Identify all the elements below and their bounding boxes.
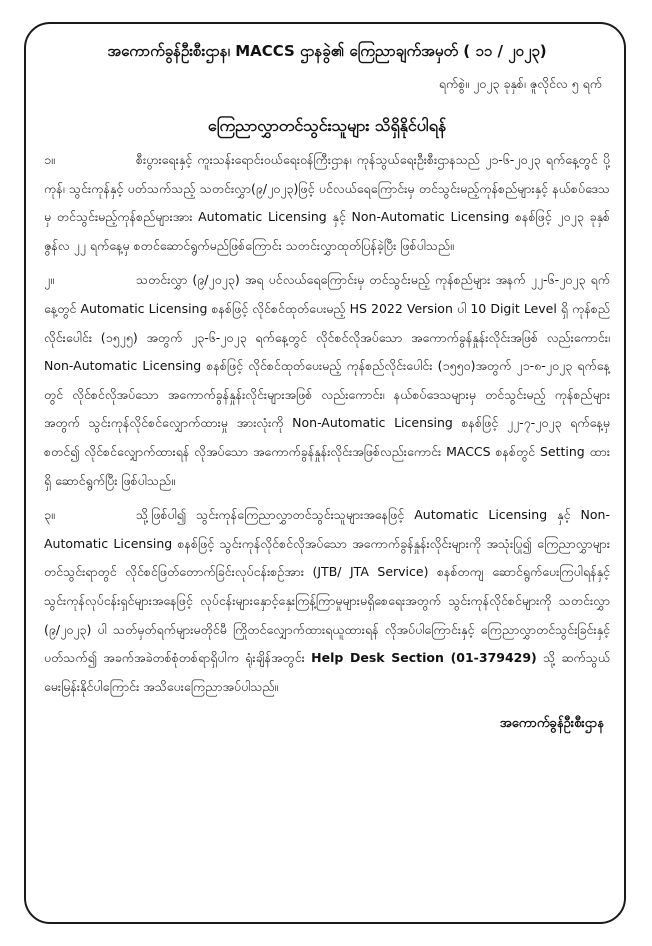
paragraph-text: စီးပွားရေးနှင့် ကူးသန်းရောင်းဝယ်ရေးဝန်ကြီးဌာန၊ ကုန်သွယ်ရေးဦးစီးဌာနသည် ၂၁-၆-၂၀၂၃ ရက်နေ့တွင် ပို့ကုန်၊ သွင်းကုန်နှင့် ပတ်သက်သည့် သတင်းလွှာ(၉/၂၀၂၃)ဖြင့် ပင်လယ်ရေကြောင်းမှ တင်သွင်းမည့်ကုန်စည်များနှင့် နယ်စပ်ဒေသမှ တင်သွင်းမည့်ကုန်စည်များအား Automatic Licensing နှင့် Non-Automatic Licensing စနစ်ဖြင့် ၂၀၂၃ ခုနှစ် ဇွန်လ ၂၂ ရက်နေ့မှ စတင်ဆောင်ရွက်မည်ဖြစ်ကြောင်း သတင်းလွှာထုတ်ပြန်ခဲ့ပြီး ဖြစ်ပါသည်။ bbox=[44, 152, 610, 253]
paragraph-number: ၁။ bbox=[44, 152, 55, 167]
paragraph-1 bbox=[44, 146, 610, 260]
paragraph-number: ၃။ bbox=[44, 507, 55, 523]
paragraph-text: သို့ဖြစ်ပါ၍ သွင်းကုန်ကြေညာလွှာတင်သွင်းသူများအနေဖြင့် Automatic Licensing နှင့် Non-Automatic Licensing စနစ်ဖြင့် သွင်းကုန်လိုင်စင်လိုအပ်သော အကောက်ခွန်နှုန်းလိုင်းများကို အသုံးပြု၍ ကြေညာလွှာများတင်သွင်းရာတွင် လိုင်စင်ဖြတ်တောက်ခြင်းလုပ်ငန်းစဉ်အား (JTB/ JTA Service) စနစ်တကျ ဆောင်ရွက်ပေးကြပါရန်နှင့် သွင်းကုန်လုပ်ငန်းရှင်များအနေဖြင့် လုပ်ငန်းများနှောင့်နှေးကြန့်ကြာမှုများမရှိစေရေးအတွက် သွင်းကုန်လိုင်စင်များကို သတင်းလွှာ (၉/၂၀၂၃) ပါ သတ်မှတ်ရက်များမတိုင်မီ ကြိုတင်လျှောက်ထားရယူထားရန် လိုအပ်ပါကြောင်းနှင့် ကြေညာလွှာတင်သွင်းခြင်းနှင့် ပတ်သက်၍ အခက်အခဲတစ်စုံတစ်ရာရှိပါက ရုံးချိန်အတွင်း bbox=[44, 507, 610, 666]
paragraph-3 bbox=[44, 501, 610, 701]
announcement-title: ကြေညာလွှာတင်သွင်းသူများ သိရှိနိုင်ပါရန် bbox=[207, 116, 447, 135]
announcement-header: အကောက်ခွန်ဦးစီးဌာန၊ MACCS ဌာနခွဲ၏ ကြေညာချက်အမှတ် ( ၁၁ / ၂၀၂၃) bbox=[107, 42, 547, 60]
paragraph-2 bbox=[44, 266, 610, 495]
paragraph-number: ၂။ bbox=[44, 272, 54, 288]
paragraph-text: သတင်းလွှာ (၉/၂၀၂၃) အရ ပင်လယ်ရေကြောင်းမှ တင်သွင်းမည့် ကုန်စည်များ အနက် ၂၂-၆-၂၀၂၃ ရက်နေ့တွင် Automatic Licensing စနစ်ဖြင့် လိုင်စင်ထုတ်ပေးမည့် HS 2022 Version ပါ 10 Digit Level ရှိ ကုန်စည်လိုင်းပေါင်း (၁၅၂၅) အတွက် ၂၃-၆-၂၀၂၃ ရက်နေ့တွင် လိုင်စင်လိုအပ်သော အကောက်ခွန်နှုန်းလိုင်းအဖြစ် လည်းကောင်း၊ Non-Automatic Licensing စနစ်ဖြင့် လိုင်စင်ထုတ်ပေးမည့် ကုန်စည်လိုင်းပေါင်း (၁၅၅၀)အတွက် ၂၁-၈-၂၀၂၃ ရက်နေ့တွင် လိုင်စင်လိုအပ်သော အကောက်ခွန်နှုန်းလိုင်းများအဖြစ် လည်းကောင်း၊ နယ်စပ်ဒေသများမှ တင်သွင်းမည့် ကုန်စည်များအတွက် သွင်းကုန်လိုင်စင်လျှောက်ထားမှု အားလုံးကို Non-Automatic Licensing စနစ်ဖြင့် ၂၂-၇-၂၀၂၃ ရက်နေ့မှစတင်၍ လိုင်စင်လျှောက်ထားရန် လိုအပ်သော အကောက်ခွန်နှုန်းလိုင်းအဖြစ်လည်းကောင်း MACCS စနစ်တွင် Setting ထားရှိ ဆောင်ရွက်ပြီး ဖြစ်ပါသည်။ bbox=[44, 272, 610, 488]
paragraph-text-end: သို့ ဆက်သွယ်မေးမြန်းနိုင်ပါကြောင်း အသိပေးကြေညာအပ်ပါသည်။ bbox=[44, 650, 610, 694]
issuing-department: အကောက်ခွန်ဦးစီးဌာန bbox=[499, 716, 604, 732]
announcement-content bbox=[44, 28, 610, 737]
announcement-date: ရက်စွဲ။ ၂၀၂၃ ခုနှစ်၊ ဇူလိုင်လ ၅ ရက် bbox=[438, 76, 602, 91]
help-desk-contact: Help Desk Section (01-379429) bbox=[311, 650, 537, 666]
